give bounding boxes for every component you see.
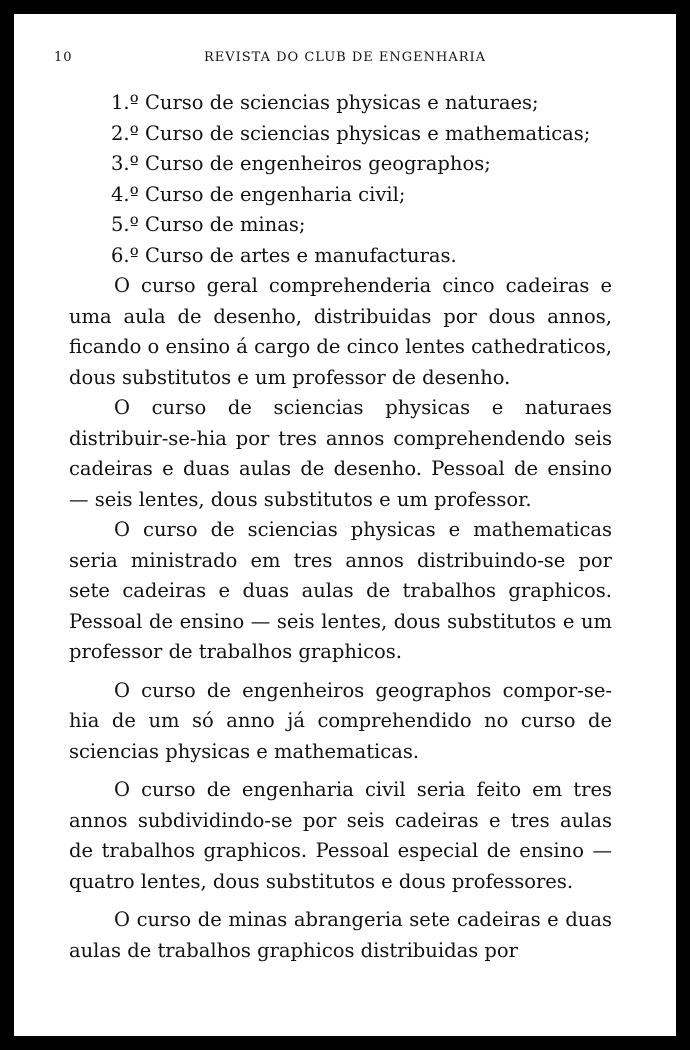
document-page	[14, 14, 676, 1036]
list-item: 6.º Curso de artes e manufacturas.	[111, 243, 457, 267]
paragraph: O curso de minas abrangeria sete cadeiras e duas aulas de trabalhos graphicos distribuidas por	[69, 908, 612, 962]
list-item: 3.º Curso de engenheiros geographos;	[111, 152, 491, 175]
paragraph: O curso de engenharia civil seria feito em tres annos subdividindo-se por seis cadeiras e tres aulas de trabalhos graphicos. Pessoal especial de ensino — quatro lentes, dous substitutos e dous professores.	[69, 778, 612, 893]
body-text	[69, 88, 612, 966]
list-item: 1.º Curso de sciencias physicas e naturaes;	[111, 91, 539, 114]
paragraph: O curso de sciencias physicas e naturaes distribuir-se-hia por tres annos comprehendendo seis cadeiras e duas aulas de desenho. Pessoal de ensino — seis lentes, dous substitutos e um professor.	[69, 396, 612, 511]
page-number: 10	[54, 50, 73, 65]
page-header	[54, 50, 636, 70]
paragraph: O curso geral comprehenderia cinco cadeiras e uma aula de desenho, distribuidas por dous annos, ficando o ensino á cargo de cinco lentes cathedraticos, dous substitutos e um professor de desenho.	[69, 274, 612, 389]
list-item: 2.º Curso de sciencias physicas e mathematicas;	[111, 121, 591, 145]
list-item: 4.º Curso de engenharia civil;	[111, 182, 406, 206]
running-title: REVISTA DO CLUB DE ENGENHARIA	[203, 50, 487, 65]
paragraph: O curso de sciencias physicas e mathematicas seria ministrado em tres annos distribuindo-se por sete cadeiras e duas aulas de trabalhos graphicos. Pessoal de ensino — seis lentes, dous substitutos e um professor de trabalhos graphicos.	[69, 518, 612, 663]
paragraph: O curso de engenheiros geographos compor-se-hia de um só anno já comprehendido no curso de sciencias physicas e mathematicas.	[69, 678, 612, 763]
list-item: 5.º Curso de minas;	[111, 213, 306, 236]
